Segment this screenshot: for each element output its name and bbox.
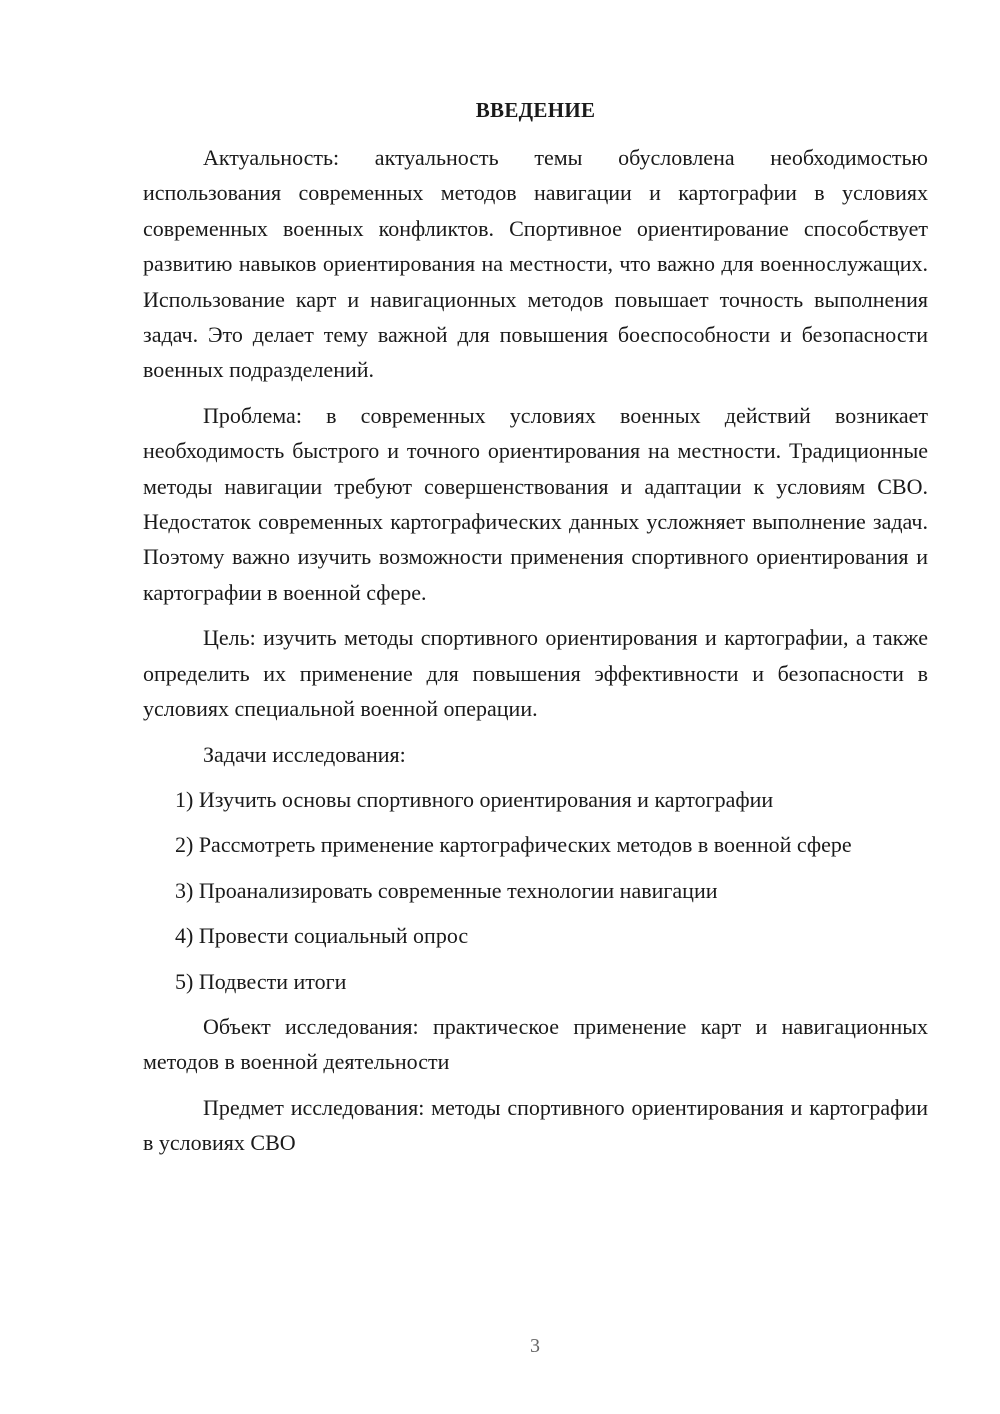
section-heading: ВВЕДЕНИЕ	[475, 98, 596, 122]
object-paragraph: Объект исследования: практическое применение карт и навигационных методов в военной деятельности	[143, 1013, 928, 1075]
page-content	[143, 92, 928, 1171]
relevance-paragraph: Актуальность: актуальность темы обусловлена необходимостью использования современных методов навигации и картографии в условиях современных военных конфликтов. Спортивное ориентирование способствует развитию навыков ориентирования на местности, что важно для военнослужащих. Использование карт и навигационных методов повышает точность выполнения задач. Это делает тему важной для повышения боеспособности и безопасности военных подразделений.	[143, 145, 928, 383]
task-item: 2) Рассмотреть применение картографических методов в военной сфере	[175, 832, 852, 858]
tasks-list	[143, 782, 928, 999]
task-item: 1) Изучить основы спортивного ориентирования и картографии	[175, 786, 774, 812]
task-item: 4) Провести социальный опрос	[175, 923, 469, 949]
goal-paragraph: Цель: изучить методы спортивного ориентирования и картографии, а также определить их применение для повышения эффективности и безопасности в условиях специальной военной операции.	[143, 625, 928, 722]
task-item: 5) Подвести итоги	[175, 968, 347, 994]
task-item: 3) Проанализировать современные технологии навигации	[175, 877, 718, 903]
page-number: 3	[530, 1335, 540, 1357]
subject-paragraph: Предмет исследования: методы спортивного ориентирования и картографии в условиях СВО	[143, 1094, 928, 1156]
problem-paragraph: Проблема: в современных условиях военных действий возникает необходимость быстрого и точного ориентирования на местности. Традиционные методы навигации требуют совершенствования и адаптации к условиям СВО. Недостаток современных картографических данных усложняет выполнение задач. Поэтому важно изучить возможности применения спортивного ориентирования и картографии в военной сфере.	[143, 402, 928, 605]
tasks-intro: Задачи исследования:	[203, 741, 406, 767]
